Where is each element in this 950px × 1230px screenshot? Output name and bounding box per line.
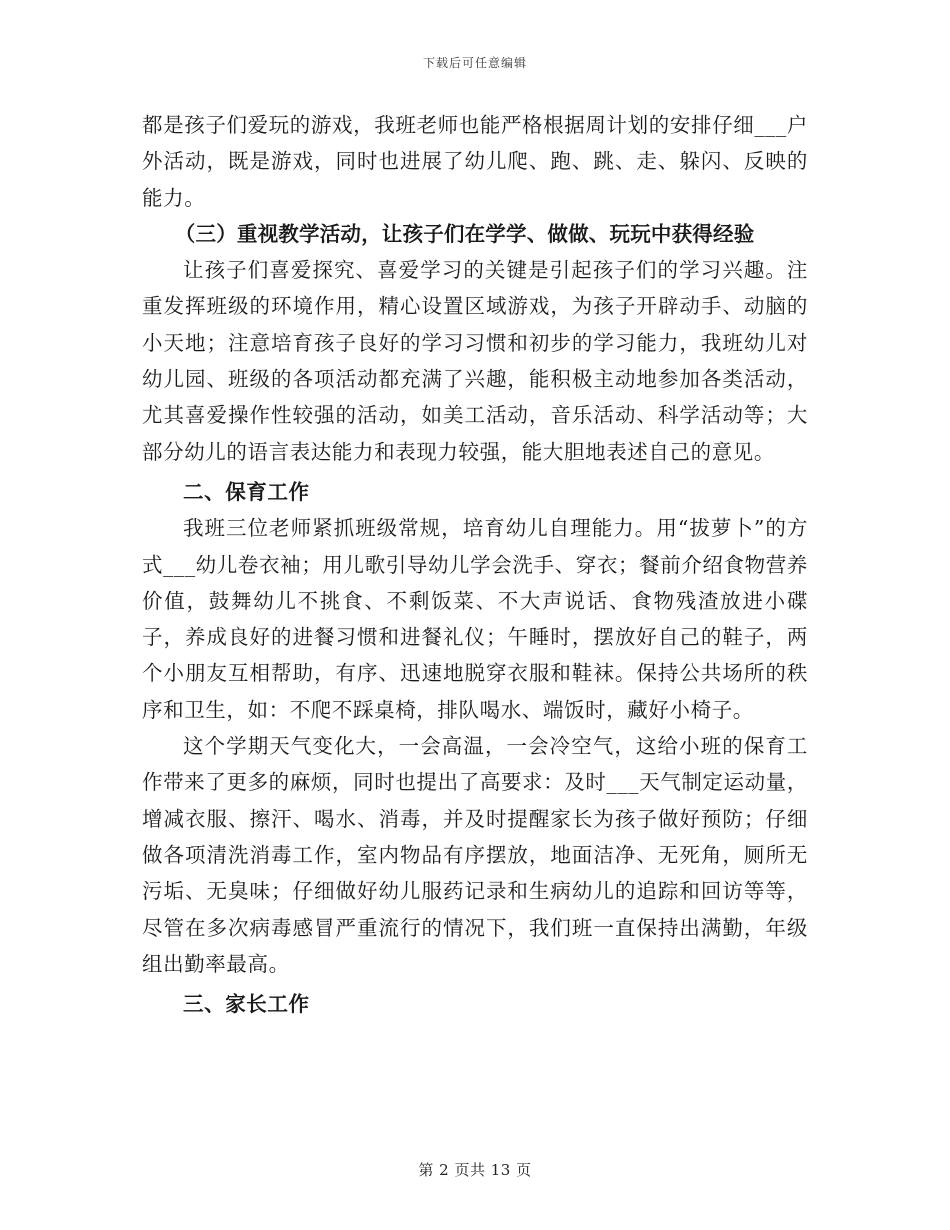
document-body <box>142 107 808 1022</box>
page-header-note: 下载后可任意编辑 <box>422 56 527 70</box>
paragraph-weather-care: 这个学期天气变化大，一会高温，一会冷空气，这给小班的保育工作带来了更多的麻烦，同时也提出了高要求：及时___天气制定运动量，增减衣服、擦汗、喝水、消毒，并及时提醒家长为孩子做好预防；仔细做各项清洗消毒工作，室内物品有序摆放，地面洁净、无死角，厕所无污垢、无臭味；仔细做好幼儿服药记录和生病幼儿的追踪和回访等等，尽管在多次病毒感冒严重流行的情况下，我们班一直保持出满勤，年级组出勤率最高。 <box>142 734 808 976</box>
paragraph-outdoor-activities: 都是孩子们爱玩的游戏，我班老师也能严格根据周计划的安排仔细___户外活动，既是游戏，同时也进展了幼儿爬、跑、跳、走、躲闪、反映的能力。 <box>142 113 808 210</box>
subheading-teaching-activities: （三）重视教学活动，让孩子们在学学、做做、玩玩中获得经验 <box>174 221 755 246</box>
page-footer: 第 2 页共 13 页 <box>418 1161 532 1179</box>
heading-care-work: 二、保育工作 <box>183 479 310 504</box>
heading-parent-work: 三、家长工作 <box>183 992 310 1017</box>
paragraph-learning-interest: 让孩子们喜爱探究、喜爱学习的关键是引起孩子们的学习兴趣。注重发挥班级的环境作用，精心设置区域游戏，为孩子开辟动手、动脑的小天地；注意培育孩子良好的学习习惯和初步的学习能力，我班幼儿对幼儿园、班级的各项活动都充满了兴趣，能积极主动地参加各类活动，尤其喜爱操作性较强的活动，如美工活动，音乐活动、科学活动等；大部分幼儿的语言表达能力和表现力较强，能大胆地表述自己的意见。 <box>142 258 808 464</box>
paragraph-class-routines: 我班三位老师紧抓班级常规，培育幼儿自理能力。用“拔萝卜”的方式___幼儿卷衣袖；用儿歌引导幼儿学会洗手、穿衣；餐前介绍食物营养价值，鼓舞幼儿不挑食、不剩饭菜、不大声说话、食物残渣放进小碟子，养成良好的进餐习惯和进餐礼仪；午睡时，摆放好自己的鞋子，两个小朋友互相帮助，有序、迅速地脱穿衣服和鞋袜。保持公共场所的秩序和卫生，如：不爬不踩桌椅，排队喝水、端饭时，藏好小椅子。 <box>142 516 808 722</box>
